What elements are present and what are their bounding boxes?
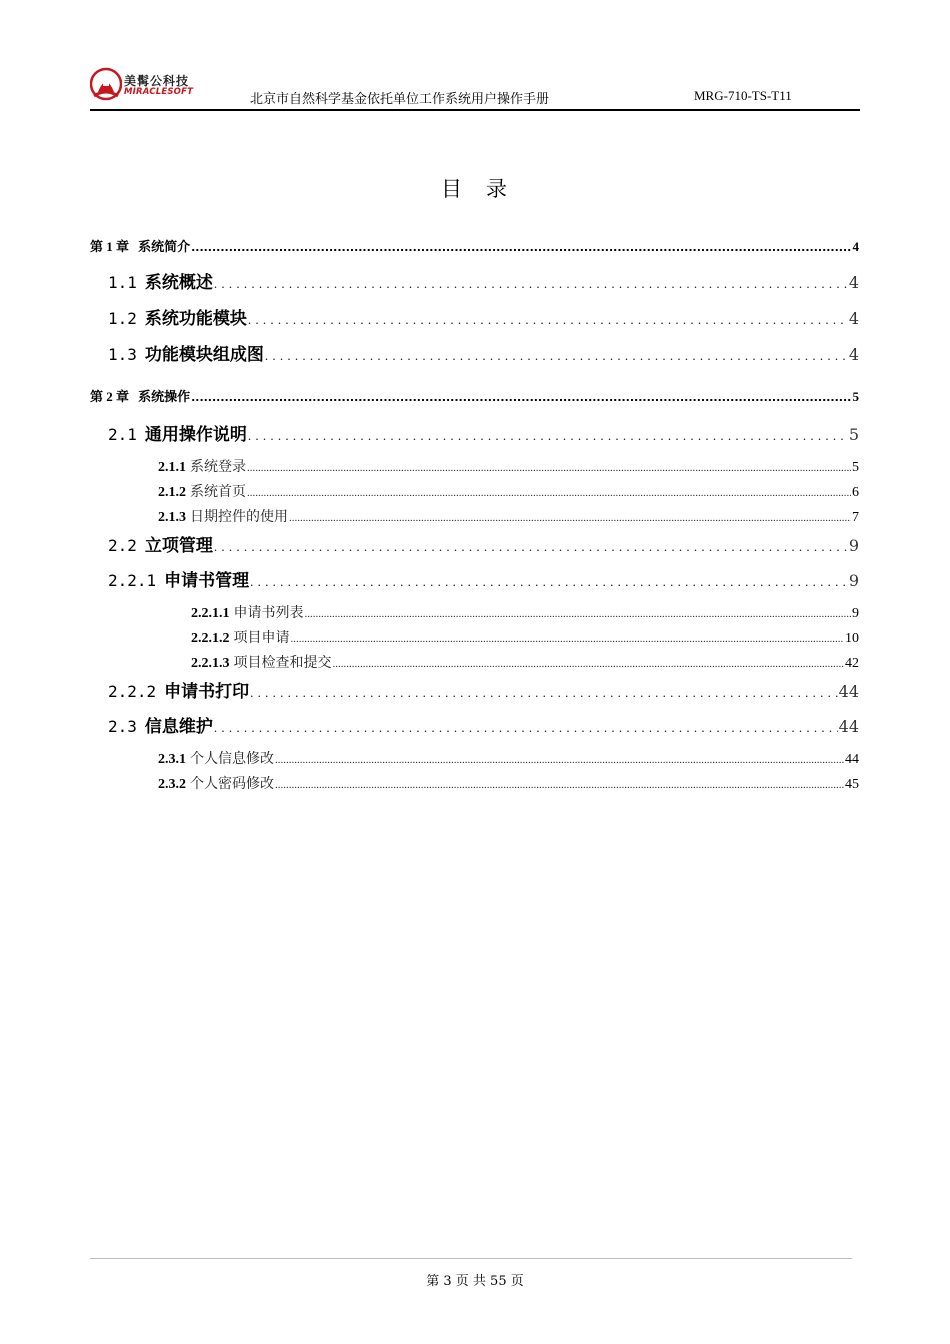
toc-entry-text: 功能模块组成图 [144, 345, 264, 365]
toc-entry[interactable] [108, 304, 859, 329]
toc-entry-page: 9 [852, 606, 859, 621]
toc-entry-text: 申请书打印 [164, 682, 250, 702]
toc-heading-char-2: 录 [486, 177, 509, 201]
toc-leader-dots [275, 754, 844, 766]
toc-entry-number: 2.2.1 [108, 571, 157, 590]
toc-leader-dots [265, 348, 848, 364]
logo-english-name: MIRACLESOFT [124, 87, 194, 97]
toc-entry-page: 4 [848, 273, 859, 292]
toc-entry-number: 2.1.1 [158, 460, 186, 475]
toc-entry[interactable] [158, 773, 859, 793]
toc-entry[interactable] [90, 236, 859, 255]
toc-entry[interactable] [108, 340, 859, 365]
company-logo [90, 66, 202, 104]
toc-leader-dots [250, 685, 837, 701]
toc-entry[interactable] [90, 386, 859, 405]
toc-entry-text: 日期控件的使用 [190, 509, 288, 525]
toc-entry-text: 系统操作 [138, 390, 191, 405]
toc-entry-page: 4 [852, 239, 859, 254]
toc-entry-page: 42 [845, 656, 859, 671]
toc-entry-number: 1.2 [108, 309, 137, 328]
toc-entry-text: 系统登录 [190, 459, 246, 475]
toc-entry[interactable] [158, 456, 859, 476]
toc-entry-page: 44 [838, 717, 859, 736]
toc-entry-text: 个人信息修改 [190, 751, 274, 767]
toc-entry[interactable] [108, 677, 859, 702]
toc-entry-number: 2.3 [108, 717, 137, 736]
page-header [90, 64, 860, 111]
toc-entry-text: 立项管理 [144, 536, 213, 556]
toc-leader-dots [191, 391, 851, 404]
toc-entry-page: 5 [852, 460, 859, 475]
toc-entry-page: 9 [848, 571, 859, 590]
toc-entry-page: 7 [852, 510, 859, 525]
toc-entry-text: 系统功能模块 [144, 309, 247, 329]
toc-leader-dots [214, 539, 848, 555]
toc-leader-dots [247, 462, 851, 474]
toc-entry[interactable] [108, 268, 859, 293]
toc-entry-text: 申请书列表 [233, 605, 304, 621]
toc-entry-number: 2.3.1 [158, 752, 186, 767]
logo-emblem-icon [90, 66, 122, 102]
toc-leader-dots [248, 428, 848, 444]
toc-entry-text: 系统简介 [138, 240, 191, 255]
toc-entry-page: 44 [838, 682, 859, 701]
toc-entry-page: 44 [845, 752, 859, 767]
toc-leader-dots [250, 574, 848, 590]
toc-entry-text: 个人密码修改 [190, 776, 274, 792]
toc-entry-page: 9 [848, 536, 859, 555]
toc-entry-page: 45 [845, 777, 859, 792]
toc-leader-dots [214, 720, 838, 736]
toc-entry-number: 2.2.2 [108, 682, 157, 701]
toc-entry-page: 6 [852, 485, 859, 500]
toc-entry-text: 系统概述 [144, 273, 213, 293]
toc-entry[interactable] [191, 627, 859, 647]
toc-leader-dots [248, 312, 848, 328]
toc-entry-number: 2.1.3 [158, 510, 186, 525]
toc-entry-text: 系统首页 [190, 484, 246, 500]
toc-entry-text: 项目申请 [233, 630, 290, 646]
toc-leader-dots [275, 779, 844, 791]
toc-entry-page: 5 [848, 425, 859, 444]
toc-entry[interactable] [191, 652, 859, 672]
toc-entry-number: 2.3.2 [158, 777, 186, 792]
toc-entry-number: 1.1 [108, 273, 137, 292]
toc-entry-number: 2.1 [108, 425, 137, 444]
toc-entry[interactable] [108, 531, 859, 556]
toc-leader-dots [333, 658, 845, 670]
toc-heading-char-1: 目 [441, 177, 464, 201]
toc-entry-text: 通用操作说明 [144, 425, 247, 445]
toc-entry-number: 第 2 章 [90, 389, 130, 404]
toc-entry[interactable] [108, 566, 859, 591]
toc-entry-page: 10 [845, 631, 859, 646]
toc-entry-page: 4 [848, 309, 859, 328]
toc-entry-text: 项目检查和提交 [233, 655, 332, 671]
logo-chinese-name: 美髯公科技 [124, 74, 190, 88]
toc-entry-number: 2.2 [108, 536, 137, 555]
toc-entry-text: 信息维护 [144, 717, 213, 737]
toc-entry[interactable] [158, 506, 859, 526]
toc-entry-number: 1.3 [108, 345, 137, 364]
toc-entry-number: 第 1 章 [90, 239, 130, 254]
toc-leader-dots [305, 608, 852, 620]
toc-leader-dots [289, 512, 851, 524]
toc-leader-dots [214, 276, 848, 292]
toc-entry-number: 2.2.1.2 [191, 631, 230, 646]
footer-divider [90, 1258, 852, 1259]
toc-entry-number: 2.2.1.3 [191, 656, 230, 671]
toc-entry-page: 5 [852, 389, 859, 404]
page-number-footer: 第 3 页 共 55 页 [426, 1274, 524, 1289]
toc-entry[interactable] [108, 712, 859, 737]
toc-leader-dots [191, 241, 851, 254]
document-title: 北京市自然科学基金依托单位工作系统用户操作手册 [250, 91, 550, 106]
toc-leader-dots [247, 487, 851, 499]
toc-entry[interactable] [191, 602, 859, 622]
toc-entry-number: 2.1.2 [158, 485, 186, 500]
toc-entry[interactable] [158, 748, 859, 768]
toc-leader-dots [291, 633, 845, 645]
toc-entry[interactable] [158, 481, 859, 501]
document-code: MRG-710-TS-T11 [694, 88, 792, 103]
toc-entry[interactable] [108, 420, 859, 445]
toc-entry-page: 4 [848, 345, 859, 364]
toc-heading [0, 173, 950, 203]
toc-entry-number: 2.2.1.1 [191, 606, 230, 621]
toc-entry-text: 申请书管理 [164, 571, 250, 591]
